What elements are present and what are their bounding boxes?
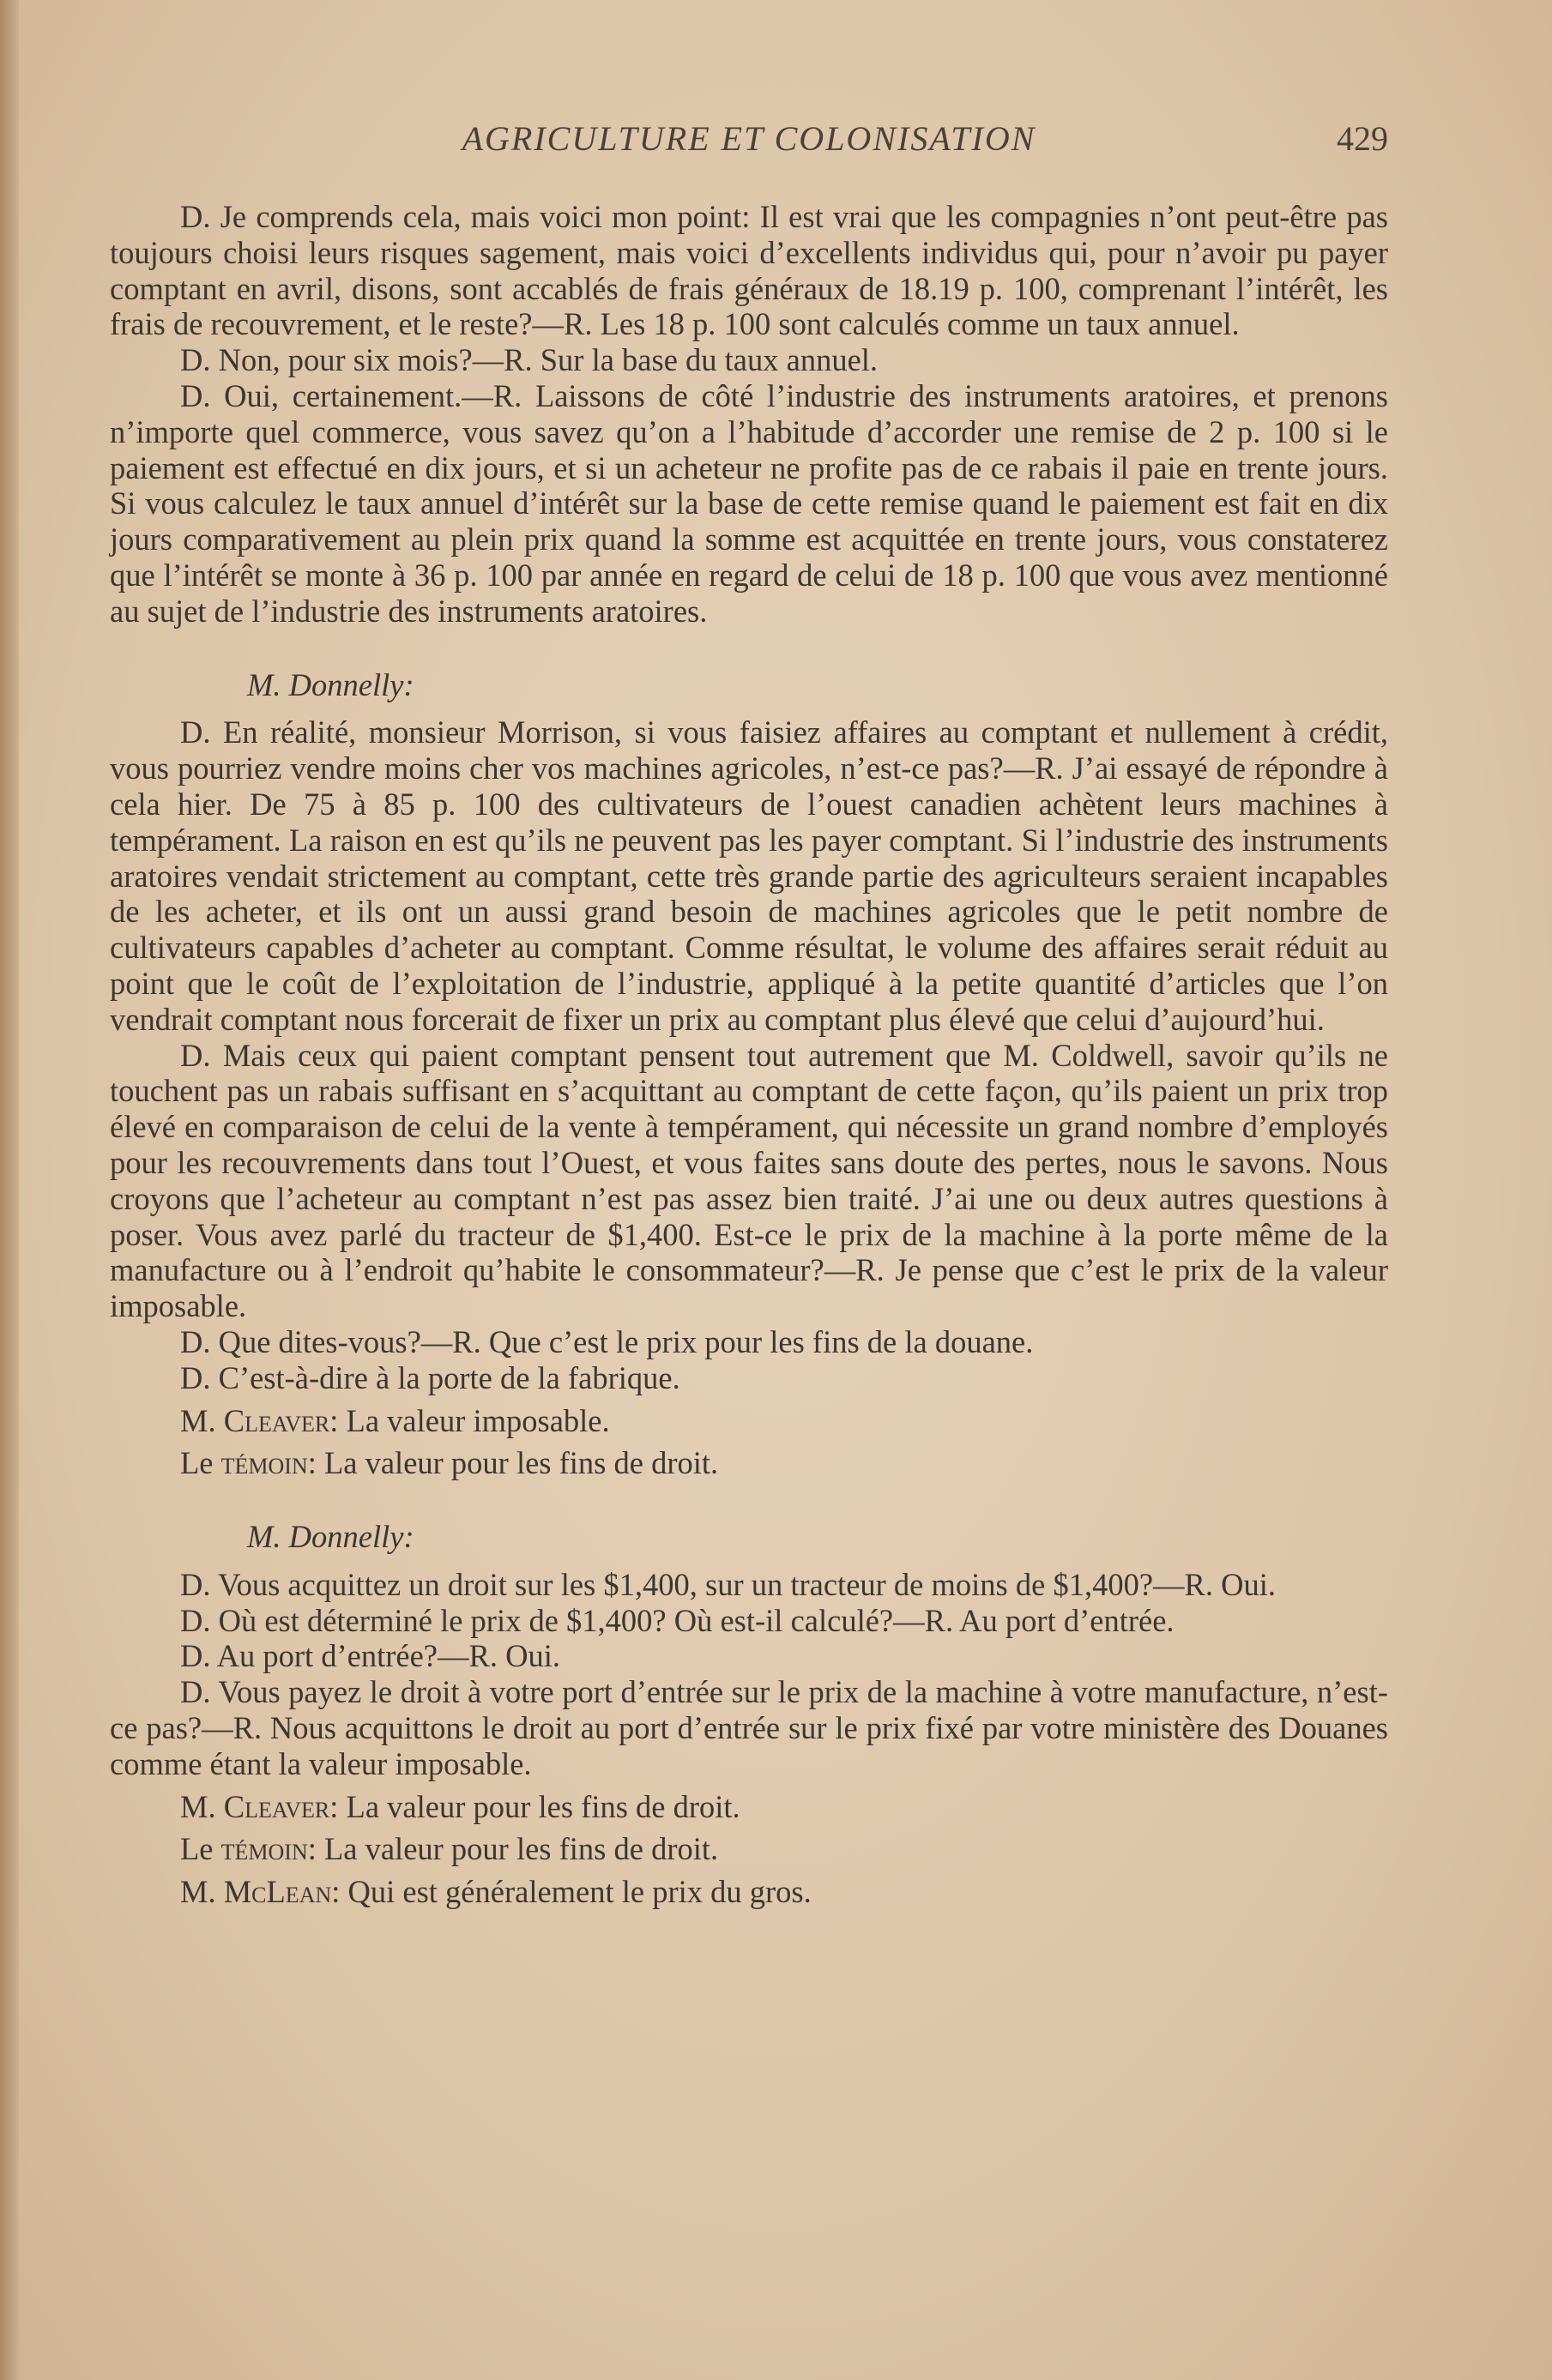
speaker-text: : La valeur pour les fins de droit. — [307, 1831, 719, 1867]
speaker-name: témoin — [220, 1831, 308, 1867]
speaker-line — [110, 1874, 1388, 1910]
paragraph: D. Vous acquittez un droit sur les $1,400, sur un tracteur de moins de $1,400?—R. Oui. — [180, 1566, 1276, 1602]
running-title: AGRICULTURE ET COLONISATION — [462, 119, 1036, 158]
paragraph: D. Mais ceux qui paient comptant pensent tout autrement que M. Coldwell, savoir qu’ils ne touchent pas un rabais suffisant en s’acquittant au comptant de cette façon, qu’ils paient un prix trop élevé en comparaison de celui de la vente à tempérament, qui nécessite un grand nombre d’employés pour les recouvrements dans tout l’Ouest, et vous faites sans doute des pertes, nous le savons. Nous croyons que l’acheteur au comptant n’est pas assez bien traité. J’ai une ou deux autres questions à poser. Vous avez parlé du tracteur de $1,400. Est-ce le prix de la machine à la porte même de la manufacture ou à l’endroit qu’habite le consommateur?—R. Je pense que c’est le prix de la valeur imposable. — [110, 1037, 1388, 1324]
speaker-name: McLean — [223, 1874, 332, 1910]
paragraph: D. En réalité, monsieur Morrison, si vous faisiez affaires au comptant et nullement à crédit, vous pourriez vendre moins cher vos machines agricoles, n’est-ce pas?—R. J’ai essayé de répondre à cela hier. De 75 à 85 p. 100 des cultivateurs de l’ouest canadien achètent leurs machines à tempérament. La raison en est qu’ils ne peuvent pas les payer comptant. Si l’industrie des instruments aratoires vendait strictement au comptant, cette très grande partie des agriculteurs seraient incapables de les acheter, et ils ont un aussi grand besoin de machines agricoles que le petit nombre de cultivateurs capables d’acheter au comptant. Comme résultat, le volume des affaires serait réduit au point que le coût de l’exploitation de l’industrie, appliqué à la petite quantité d’articles que l’on vendrait comptant nous forcerait de fixer un prix au comptant plus élevé que celui d’aujourd’hui. — [110, 714, 1388, 1037]
speaker-prefix: M. — [180, 1874, 216, 1910]
speaker-line — [110, 1831, 1388, 1867]
page-number: 429 — [1337, 119, 1388, 158]
paragraph: D. Vous payez le droit à votre port d’entrée sur le prix de la machine à votre manufacture, n’est-ce pas?—R. Nous acquittons le droit au port d’entrée sur le prix fixé par votre ministère des Douanes comme étant la valeur imposable. — [110, 1674, 1388, 1781]
speaker-heading: M. Donnelly: — [247, 666, 414, 702]
speaker-text: : La valeur pour les fins de droit. — [329, 1788, 740, 1824]
speaker-text: : La valeur imposable. — [329, 1402, 610, 1438]
paragraph: D. Au port d’entrée?—R. Oui. — [180, 1638, 560, 1674]
speaker-heading: M. Donnelly: — [247, 1519, 414, 1555]
paragraph: D. Je comprends cela, mais voici mon point: Il est vrai que les compagnies n’ont peut-être pas toujours choisi leurs risques sagement, mais voici d’excellents individus qui, pour n’avoir pu payer comptant en avril, disons, sont accablés de frais généraux de 18.19 p. 100, comprenant l’intérêt, les frais de recouvrement, et le reste?—R. Les 18 p. 100 sont calculés comme un taux annuel. — [110, 199, 1388, 342]
speaker-line — [110, 1789, 1388, 1825]
speaker-name: Cleaver — [223, 1402, 330, 1438]
paragraph: D. Où est déterminé le prix de $1,400? Où est-il calculé?—R. Au port d’entrée. — [180, 1602, 1175, 1638]
body-text — [110, 199, 1388, 1910]
speaker-line — [110, 1445, 1388, 1481]
paragraph: D. C’est-à-dire à la porte de la fabrique. — [180, 1359, 680, 1395]
speaker-prefix: Le — [180, 1445, 214, 1481]
speaker-name: témoin — [220, 1445, 308, 1481]
speaker-name: Cleaver — [223, 1788, 330, 1824]
page-header — [110, 118, 1388, 170]
paragraph: D. Non, pour six mois?—R. Sur la base du taux annuel. — [180, 342, 879, 378]
speaker-text: : La valeur pour les fins de droit. — [307, 1445, 719, 1481]
paragraph: D. Que dites-vous?—R. Que c’est le prix pour les fins de la douane. — [180, 1323, 1034, 1359]
speaker-prefix: M. — [180, 1788, 216, 1824]
speaker-text: : Qui est généralement le prix du gros. — [331, 1874, 812, 1910]
speaker-prefix: M. — [180, 1402, 216, 1438]
speaker-prefix: Le — [180, 1831, 214, 1867]
speaker-line — [110, 1403, 1388, 1439]
paragraph: D. Oui, certainement.—R. Laissons de côté l’industrie des instruments aratoires, et prenons n’importe quel commerce, vous savez qu’on a l’habitude d’accorder une remise de 2 p. 100 si le paiement est effectué en dix jours, et si un acheteur ne profite pas de ce rabais il paie en trente jours. Si vous calculez le taux annuel d’intérêt sur la base de cette remise quand le paiement est fait en dix jours comparativement au plein prix quand la somme est acquittée en trente jours, vous constaterez que l’intérêt se monte à 36 p. 100 par année en regard de celui de 18 p. 100 que vous avez mentionné au sujet de l’industrie des instruments aratoires. — [110, 377, 1388, 629]
page-edge-shadow — [0, 0, 19, 2380]
